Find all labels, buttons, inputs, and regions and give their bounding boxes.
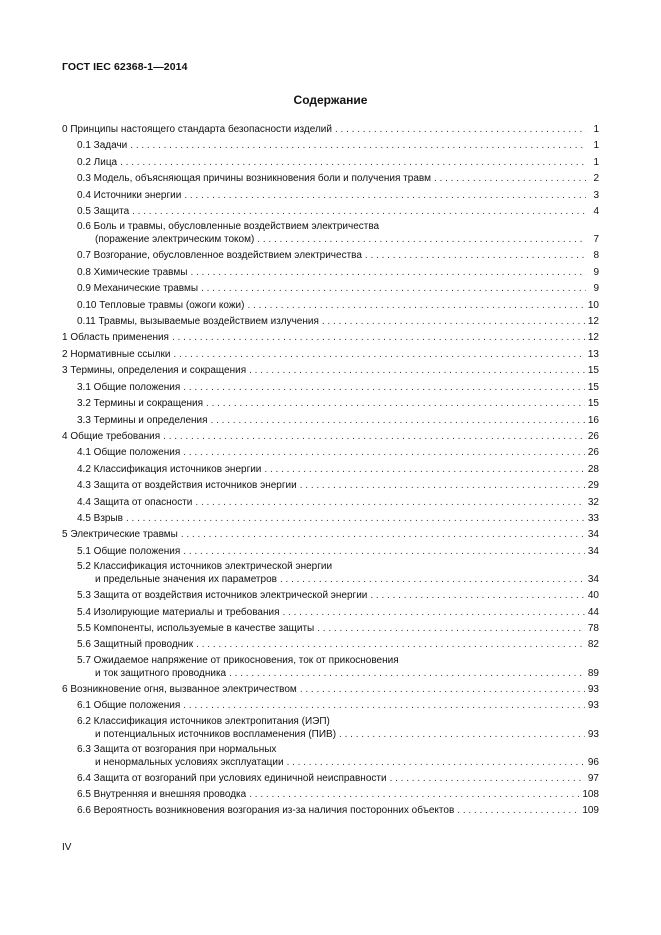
toc-entry-page: 97 xyxy=(587,772,599,784)
dot-leader xyxy=(249,363,585,379)
toc-entry-page: 34 xyxy=(587,529,599,541)
toc-entry-page: 93 xyxy=(587,700,599,712)
toc-entry-title-continued: и ток защитного проводника xyxy=(95,667,227,679)
dot-leader xyxy=(370,588,585,604)
dot-leader xyxy=(172,330,585,346)
toc-entry[interactable] xyxy=(62,281,599,297)
toc-entry-page: 93 xyxy=(587,728,599,740)
dot-leader xyxy=(190,265,586,281)
toc-entry-page: 8 xyxy=(593,250,599,262)
toc-entry-title: 0.5 Защита xyxy=(77,206,130,218)
toc-entry-title: 5.2 Классификация источников электрической энергии xyxy=(77,561,333,573)
toc-entry-title: 4.2 Классификация источников энергии xyxy=(77,463,262,475)
toc-entry-title: 0 Принципы настоящего стандарта безопасности изделий xyxy=(62,124,332,135)
dot-leader xyxy=(322,314,585,330)
toc-entry[interactable] xyxy=(62,544,599,560)
dot-leader xyxy=(173,347,584,363)
dot-leader xyxy=(317,621,585,637)
toc-entry-page: 28 xyxy=(587,463,599,475)
toc-entry[interactable] xyxy=(62,527,599,543)
toc-entry-page: 82 xyxy=(587,639,599,651)
toc-entry-page: 40 xyxy=(587,590,599,602)
toc-entry-title: 6.1 Общие положения xyxy=(77,700,181,712)
toc-entry-title: 5.3 Защита от воздействия источников электрической энергии xyxy=(77,590,368,602)
page-title: Содержание xyxy=(293,93,368,107)
toc-entry-title: 0.2 Лица xyxy=(77,156,118,168)
toc-entry-title: 5.4 Изолирующие материалы и требования xyxy=(77,606,280,618)
toc-entry-title: 6.6 Вероятность возникновения возгорания из-за наличия посторонних объектов xyxy=(77,805,455,817)
toc-entry-title: 6 Возникновение огня, вызванное электричеством xyxy=(62,683,297,695)
toc-entry-title: 0.7 Возгорание, обусловленное воздействием электричества xyxy=(77,250,362,262)
toc-entry-page: 26 xyxy=(587,430,599,442)
toc-entry[interactable] xyxy=(62,511,599,527)
toc-entry[interactable] xyxy=(62,171,599,187)
dot-leader xyxy=(181,527,585,543)
dot-leader xyxy=(183,380,585,396)
toc-entry-title: 4.4 Защита от опасности xyxy=(77,496,193,508)
toc-entry-title: 5.1 Общие положения xyxy=(77,545,181,557)
dot-leader xyxy=(300,682,585,698)
toc-entry[interactable] xyxy=(62,298,599,314)
toc-entry-page: 3 xyxy=(593,189,599,201)
dot-leader xyxy=(206,396,585,412)
toc-entry-page: 7 xyxy=(593,234,599,246)
toc-entry-page: 44 xyxy=(587,606,599,618)
toc-entry-page: 9 xyxy=(593,266,599,278)
toc-entry-page: 32 xyxy=(587,496,599,508)
dot-leader xyxy=(184,188,586,204)
toc-entry-page: 10 xyxy=(587,299,599,311)
dot-leader xyxy=(229,667,585,680)
dot-leader xyxy=(390,771,585,787)
toc-entry-title: 4.5 Взрыв xyxy=(77,512,123,524)
dot-leader xyxy=(264,462,584,478)
toc-entry-title: 5.7 Ожидаемое напряжение от прикосновения, ток от прикосновения xyxy=(77,654,399,666)
toc-entry[interactable] xyxy=(62,380,599,396)
dot-leader xyxy=(457,803,579,819)
toc-entry-page: 108 xyxy=(582,789,599,800)
toc-entry-title: 4.3 Защита от воздействия источников энергии xyxy=(77,480,297,492)
toc-entry-page: 93 xyxy=(587,683,599,695)
dot-leader xyxy=(132,204,586,220)
dot-leader xyxy=(163,429,585,445)
toc-entry[interactable] xyxy=(62,605,599,621)
toc-entry[interactable] xyxy=(62,445,599,461)
toc-entry-page: 29 xyxy=(587,480,599,492)
toc-entry[interactable] xyxy=(62,204,599,220)
dot-leader xyxy=(365,248,586,264)
toc-entry-page: 13 xyxy=(587,348,599,360)
toc-entry[interactable] xyxy=(62,654,599,682)
toc-entry[interactable] xyxy=(62,330,599,346)
toc-entry-title: 5.5 Компоненты, используемые в качестве защиты xyxy=(77,622,315,634)
dot-leader xyxy=(257,233,586,246)
page-number: IV xyxy=(62,842,72,853)
toc-entry-title: 0.11 Травмы, вызываемые воздействием излучения xyxy=(77,316,319,328)
toc-entry-page: 15 xyxy=(587,398,599,410)
toc-entry[interactable] xyxy=(62,155,599,171)
toc-entry[interactable] xyxy=(62,363,599,379)
dot-leader xyxy=(196,637,585,653)
toc-entry-page: 109 xyxy=(582,805,599,817)
toc-entry[interactable] xyxy=(62,188,599,204)
toc-entry[interactable] xyxy=(62,248,599,264)
dot-leader xyxy=(339,728,585,741)
toc-entry-title-continued: (поражение электрическим током) xyxy=(95,234,255,246)
toc-entry-title: 6.5 Внутренняя и внешняя проводка xyxy=(77,789,247,800)
toc-entry[interactable] xyxy=(62,588,599,604)
toc-entry-page: 34 xyxy=(587,574,599,586)
dot-leader xyxy=(183,698,585,714)
toc-entry-page: 96 xyxy=(587,756,599,768)
toc-entry[interactable] xyxy=(62,314,599,330)
toc-entry[interactable] xyxy=(62,396,599,412)
dot-leader xyxy=(247,298,584,314)
toc-entry-title: 3.2 Термины и сокращения xyxy=(77,398,204,410)
dot-leader xyxy=(249,787,579,803)
toc-entry-title: 3 Термины, определения и сокращения xyxy=(62,365,247,377)
toc-entry[interactable] xyxy=(62,495,599,511)
toc-entry-title: 5 Электрические травмы xyxy=(62,529,178,541)
toc-entry[interactable] xyxy=(62,743,599,771)
toc-entry[interactable] xyxy=(62,787,599,803)
toc-entry-page: 4 xyxy=(593,206,599,218)
toc-entry-page: 34 xyxy=(587,545,599,557)
dot-leader xyxy=(126,511,585,527)
toc-entry-title: 0.8 Химические травмы xyxy=(77,266,188,278)
toc-entry[interactable] xyxy=(62,220,599,248)
dot-leader xyxy=(283,605,585,621)
toc-entry-page: 1 xyxy=(593,140,599,152)
toc-entry-title: 3.3 Термины и определения xyxy=(77,414,208,426)
toc-entry[interactable] xyxy=(62,347,599,363)
dot-leader xyxy=(183,544,585,560)
toc-entry-page: 1 xyxy=(593,124,599,135)
toc-entry[interactable] xyxy=(62,122,599,138)
toc-entry-title: 0.6 Боль и травмы, обусловленные воздействием электричества xyxy=(77,221,380,233)
toc-entry[interactable] xyxy=(62,621,599,637)
toc-entry-title: 0.9 Механические травмы xyxy=(77,283,199,295)
toc-entry-page: 16 xyxy=(587,414,599,426)
toc-entry[interactable] xyxy=(62,803,599,819)
toc-entry-page: 2 xyxy=(593,173,599,185)
toc-entry-page: 26 xyxy=(587,447,599,459)
toc-entry-title: 6.3 Защита от возгорания при нормальных xyxy=(77,743,277,755)
toc-entry-title: 3.1 Общие положения xyxy=(77,381,181,393)
toc-entry[interactable] xyxy=(62,771,599,787)
toc-entry[interactable] xyxy=(62,715,599,743)
dot-leader xyxy=(120,155,586,171)
toc-entry-page: 89 xyxy=(587,667,599,679)
toc-entry-page: 15 xyxy=(587,381,599,393)
dot-leader xyxy=(201,281,586,297)
toc-entry[interactable] xyxy=(62,637,599,653)
dot-leader xyxy=(434,171,586,187)
dot-leader xyxy=(211,413,585,429)
toc-entry-title: 1 Область применения xyxy=(62,332,169,344)
toc-entry[interactable] xyxy=(62,462,599,478)
toc-entry[interactable] xyxy=(62,478,599,494)
dot-leader xyxy=(195,495,584,511)
toc-entry-title-continued: и потенциальных источников воспламенения (ПИВ) xyxy=(95,728,337,740)
toc-entry-title: 6.2 Классификация источников электропитания (ИЭП) xyxy=(77,715,330,727)
toc-entry-title: 4 Общие требования xyxy=(62,430,161,442)
toc-entry[interactable] xyxy=(62,560,599,588)
toc-entry[interactable] xyxy=(62,413,599,429)
toc-entry[interactable] xyxy=(62,682,599,698)
toc-entry-page: 9 xyxy=(593,283,599,295)
dot-leader xyxy=(130,138,586,154)
dot-leader xyxy=(335,122,586,138)
toc-entry-page: 12 xyxy=(587,316,599,328)
toc-entry-title: 0.1 Задачи xyxy=(77,140,128,152)
toc-entry-page: 33 xyxy=(587,512,599,524)
toc-entry-title: 5.6 Защитный проводник xyxy=(77,639,194,651)
toc-entry-title: 0.3 Модель, объясняющая причины возникновения боли и получения травм xyxy=(77,173,431,185)
document-header: ГОСТ IEC 62368-1—2014 xyxy=(62,61,188,73)
dot-leader xyxy=(287,756,585,769)
toc-entry-title: 2 Нормативные ссылки xyxy=(62,348,171,360)
table-of-contents xyxy=(62,122,599,820)
toc-entry[interactable] xyxy=(62,429,599,445)
dot-leader xyxy=(183,445,585,461)
toc-entry-title: 6.4 Защита от возгораний при условиях единичной неисправности xyxy=(77,772,387,784)
toc-entry-title-continued: и ненормальных условиях эксплуатации xyxy=(95,756,284,768)
toc-entry[interactable] xyxy=(62,138,599,154)
toc-entry-page: 78 xyxy=(587,622,599,634)
toc-entry-title: 0.4 Источники энергии xyxy=(77,189,182,201)
toc-entry[interactable] xyxy=(62,698,599,714)
toc-entry-title-continued: и предельные значения их параметров xyxy=(95,574,277,586)
dot-leader xyxy=(300,478,585,494)
dot-leader xyxy=(280,573,585,586)
toc-entry-page: 1 xyxy=(593,156,599,168)
toc-entry[interactable] xyxy=(62,265,599,281)
toc-entry-page: 12 xyxy=(587,332,599,344)
toc-entry-title: 0.10 Тепловые травмы (ожоги кожи) xyxy=(77,299,245,311)
toc-entry-title: 4.1 Общие положения xyxy=(77,447,181,459)
toc-entry-page: 15 xyxy=(587,365,599,377)
